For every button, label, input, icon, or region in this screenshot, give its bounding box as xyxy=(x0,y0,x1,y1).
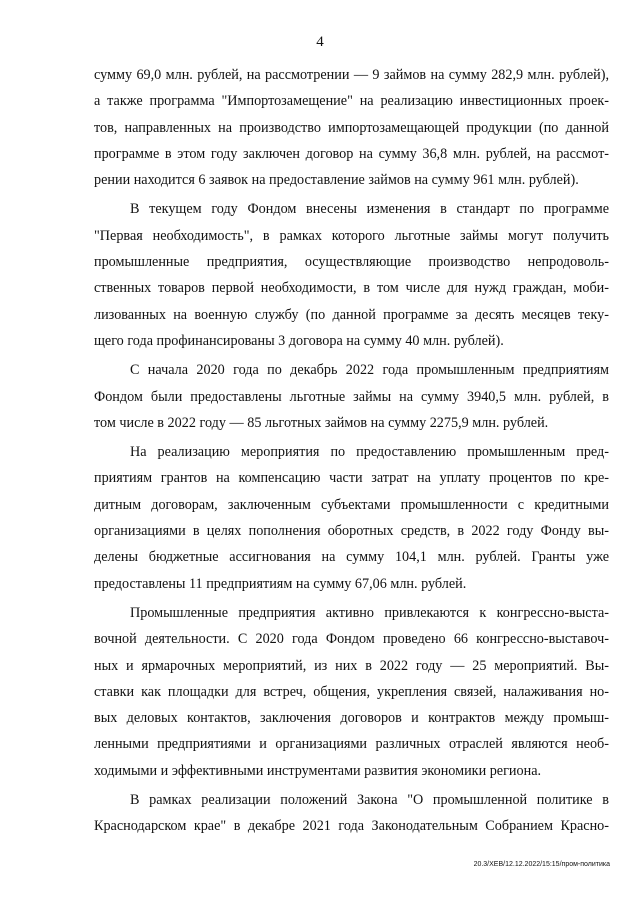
text-line: ных и ярмарочных мероприятий, из них в 2022 году — 25 мероприятий. Вы- xyxy=(94,657,609,674)
text-line: С начала 2020 года по декабрь 2022 года промышленным предприятиям xyxy=(130,362,609,379)
text-line: делены бюджетные ассигнования на сумму 104,1 млн. рублей. Гранты уже xyxy=(94,549,609,566)
text-line: Промышленные предприятия активно привлекаются к конгрессно-выста- xyxy=(130,604,609,621)
document-body xyxy=(94,62,609,840)
text-line: организациями в целях пополнения оборотных средств, в 2022 году Фонду вы- xyxy=(94,523,609,540)
text-line: ходимыми и эффективными инструментами развития экономики региона. xyxy=(94,762,542,779)
text-line: программе в этом году заключен договор на сумму 36,8 млн. рублей, на рассмот- xyxy=(94,145,609,162)
paragraph xyxy=(94,787,609,840)
page-number: 4 xyxy=(316,34,324,50)
text-line: На реализацию мероприятия по предоставлению промышленным пред- xyxy=(130,444,609,461)
text-line: рении находится 6 заявок на предоставление займов на сумму 961 млн. рублей). xyxy=(94,172,579,189)
text-line: ленными предприятиями и организациями различных отраслей являются необ- xyxy=(94,736,609,753)
text-line: "Первая необходимость", в рамках которого льготные займы могут получить xyxy=(94,227,609,244)
text-line: предоставлены 11 предприятиям на сумму 67,06 млн. рублей. xyxy=(94,575,467,592)
text-line: а также программа "Импортозамещение" на реализацию инвестиционных проек- xyxy=(94,93,609,110)
text-line: вых деловых контактов, заключения договоров и контрактов между промыш- xyxy=(94,710,609,727)
paragraph xyxy=(94,196,609,354)
text-line: сумму 69,0 млн. рублей, на рассмотрении — 9 займов на сумму 282,9 млн. рублей), xyxy=(94,67,609,83)
paragraph xyxy=(94,439,609,597)
text-line: щего года профинансированы 3 договора на сумму 40 млн. рублей). xyxy=(94,332,504,349)
text-line: том числе в 2022 году — 85 льготных займов на сумму 2275,9 млн. рублей. xyxy=(94,414,549,431)
text-line: тов, направленных на производство импортозамещающей продукции (по данной xyxy=(94,119,609,136)
text-line: Краснодарском крае" в декабре 2021 года Законодательным Собранием Красно- xyxy=(94,818,609,835)
text-line: приятиям грантов на компенсацию части затрат на уплату процентов по кре- xyxy=(94,470,609,487)
text-line: промышленные предприятия, осуществляющие производство непродоволь- xyxy=(94,254,609,271)
text-line: лизованных на военную службу (по данной программе за десять месяцев теку- xyxy=(94,306,609,323)
text-line: В рамках реализации положений Закона "О промышленной политике в xyxy=(130,792,609,809)
paragraph xyxy=(94,357,609,436)
footer-code: 20.3/ХЕВ/12.12.2022/15:15/пром-политика xyxy=(473,861,610,868)
text-line: вочной деятельности. С 2020 года Фондом проведено 66 конгрессно-выставоч- xyxy=(94,631,609,648)
paragraph xyxy=(94,62,609,193)
text-line: дитным договорам, заключенным субъектами промышленности с кредитными xyxy=(94,496,609,513)
text-line: ственных товаров первой необходимости, в том числе для нужд граждан, моби- xyxy=(94,280,609,297)
text-line: Фондом были предоставлены льготные займы на сумму 3940,5 млн. рублей, в xyxy=(94,388,609,405)
paragraph xyxy=(94,600,609,784)
text-line: В текущем году Фондом внесены изменения в стандарт по программе xyxy=(130,201,609,218)
text-line: ставки как площадки для встреч, общения, укрепления связей, налаживания но- xyxy=(94,683,609,700)
